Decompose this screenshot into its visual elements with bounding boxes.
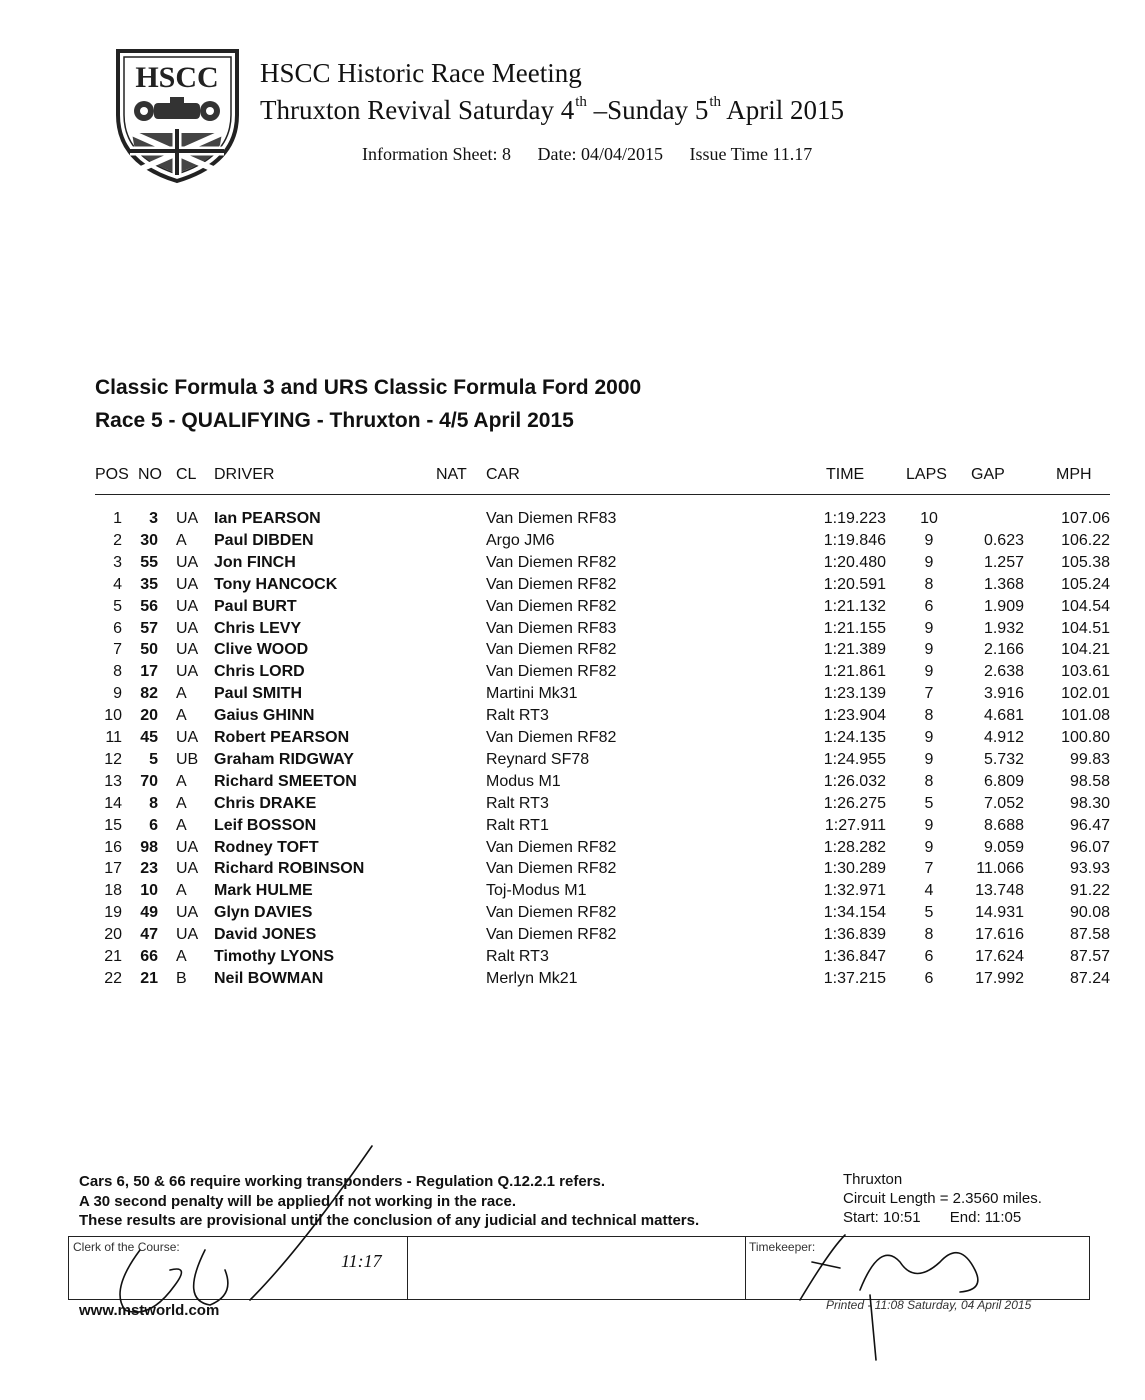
cell-cl: A (176, 531, 187, 549)
cell-mph: 90.08 (1069, 904, 1110, 922)
cell-laps: 9 (924, 750, 934, 768)
cell-time: 1:21.389 (823, 641, 886, 659)
issue-time: Issue Time 11.17 (689, 144, 813, 164)
cell-laps: 8 (924, 772, 934, 790)
cell-no: 35 (140, 575, 158, 593)
cell-no: 70 (140, 772, 158, 790)
cell-mph: 105.24 (1061, 575, 1110, 593)
cell-car: Ralt RT1 (486, 816, 549, 834)
meeting-dates: Thruxton Revival Saturday 4th –Sunday 5th April 2015 (260, 94, 845, 125)
col-driver: DRIVER (214, 466, 275, 483)
cell-cl: UA (176, 597, 199, 615)
cell-driver: Neil BOWMAN (214, 969, 324, 987)
table-row (0, 685, 1145, 707)
table-row (0, 817, 1145, 839)
cell-pos: 7 (113, 641, 122, 659)
issue-date: Date: 04/04/2015 (537, 144, 663, 164)
cell-laps: 9 (924, 729, 934, 746)
cell-pos: 14 (104, 794, 122, 812)
cell-pos: 6 (113, 619, 122, 637)
cell-gap: 7.052 (983, 794, 1024, 812)
cell-pos: 17 (104, 860, 122, 878)
cell-time: 1:34.154 (823, 904, 886, 922)
cell-laps: 7 (924, 860, 934, 878)
cell-driver: Jon FINCH (214, 553, 296, 571)
col-no: NO (138, 466, 162, 483)
cell-no: 21 (140, 969, 158, 987)
note-line: A 30 second penalty will be applied if not working in the race. (79, 1192, 517, 1210)
timekeeper-label: Timekeeper: (749, 1240, 816, 1254)
cell-mph: 99.83 (1069, 750, 1110, 768)
cell-cl: UA (176, 553, 199, 571)
cell-gap: 4.681 (983, 707, 1024, 725)
table-row (0, 620, 1145, 642)
cell-driver: Mark HULME (214, 882, 313, 900)
cell-mph: 104.21 (1061, 641, 1110, 659)
clerk-label: Clerk of the Course: (73, 1240, 180, 1254)
cell-driver: Clive WOOD (214, 641, 309, 659)
note-line: These results are provisional until the conclusion of any judicial and technical matters. (79, 1212, 700, 1229)
cell-gap: 5.732 (983, 750, 1024, 768)
circuit-length: Circuit Length = 2.3560 miles. (843, 1190, 1042, 1207)
cell-pos: 2 (113, 531, 122, 549)
cell-cl: UA (176, 619, 199, 637)
cell-driver: Graham RIDGWAY (214, 750, 354, 768)
cell-laps: 10 (920, 510, 938, 527)
cell-cl: UA (176, 926, 199, 944)
cell-time: 1:36.839 (823, 926, 886, 944)
cell-time: 1:28.282 (823, 838, 886, 856)
cell-car: Martini Mk31 (486, 685, 578, 703)
cell-mph: 87.58 (1069, 926, 1110, 944)
cell-no: 23 (140, 860, 158, 878)
col-pos: POS (95, 466, 129, 483)
cell-time: 1:23.904 (823, 707, 886, 725)
cell-car: Van Diemen RF82 (486, 904, 617, 922)
col-car: CAR (486, 466, 520, 483)
cell-gap: 1.257 (983, 553, 1024, 571)
cell-mph: 87.24 (1069, 969, 1110, 987)
cell-mph: 96.07 (1069, 838, 1110, 856)
cell-driver: Timothy LYONS (214, 948, 335, 965)
cell-driver: Richard SMEETON (214, 772, 357, 790)
cell-gap: 1.368 (983, 575, 1024, 593)
cell-pos: 1 (113, 510, 122, 527)
website-link[interactable]: www.mstworld.com (79, 1302, 220, 1319)
cell-mph: 101.08 (1061, 707, 1110, 725)
cell-car: Merlyn Mk21 (486, 969, 578, 987)
cell-no: 10 (140, 882, 158, 900)
cell-mph: 106.22 (1061, 531, 1110, 549)
cell-car: Van Diemen RF82 (486, 597, 617, 615)
cell-laps: 6 (924, 969, 934, 987)
table-row (0, 773, 1145, 795)
table-row (0, 751, 1145, 773)
cell-gap: 9.059 (983, 838, 1024, 856)
circuit-info (843, 1170, 1042, 1227)
cell-laps: 8 (924, 707, 934, 725)
cell-laps: 5 (924, 794, 934, 812)
cell-gap: 11.066 (976, 860, 1024, 878)
cell-laps: 7 (924, 685, 934, 703)
table-row (0, 641, 1145, 663)
cell-pos: 15 (104, 816, 122, 834)
cell-driver: Rodney TOFT (214, 838, 319, 856)
cell-car: Van Diemen RF82 (486, 575, 617, 593)
results-table-header (0, 466, 1145, 488)
cell-no: 45 (140, 729, 158, 746)
cell-driver: Chris LORD (214, 663, 305, 681)
cell-mph: 103.61 (1061, 663, 1110, 681)
cell-no: 8 (149, 794, 158, 812)
cell-pos: 4 (113, 575, 122, 593)
table-row (0, 532, 1145, 554)
cell-no: 66 (140, 948, 158, 965)
hscc-crest-logo (110, 45, 245, 185)
cell-laps: 9 (924, 816, 934, 834)
cell-car: Van Diemen RF82 (486, 838, 617, 856)
cell-gap: 2.166 (983, 641, 1024, 659)
cell-time: 1:21.155 (823, 619, 886, 637)
cell-car: Ralt RT3 (486, 948, 549, 965)
cell-mph: 91.22 (1069, 882, 1110, 900)
cell-laps: 4 (924, 882, 934, 900)
cell-gap: 17.616 (975, 926, 1024, 944)
cell-driver: Tony HANCOCK (214, 575, 338, 593)
table-row (0, 663, 1145, 685)
cell-time: 1:20.591 (823, 575, 886, 593)
meeting-title: HSCC Historic Race Meeting (260, 58, 582, 88)
cell-pos: 12 (104, 750, 122, 768)
cell-gap: 13.748 (975, 882, 1024, 900)
table-row (0, 970, 1145, 992)
cell-car: Van Diemen RF82 (486, 729, 617, 746)
cell-car: Reynard SF78 (486, 750, 590, 768)
cell-driver: Leif BOSSON (214, 816, 317, 834)
cell-pos: 13 (104, 772, 122, 790)
cell-car: Toj-Modus M1 (486, 882, 587, 900)
table-row (0, 795, 1145, 817)
cell-pos: 5 (113, 597, 122, 615)
cell-laps: 8 (924, 926, 934, 944)
cell-pos: 8 (113, 663, 122, 681)
cell-time: 1:26.032 (823, 772, 886, 790)
cell-driver: David JONES (214, 926, 317, 944)
circuit-name: Thruxton (843, 1171, 903, 1188)
cell-pos: 20 (104, 926, 122, 944)
session-start: Start: 10:51 (843, 1209, 921, 1226)
cell-driver: Paul SMITH (214, 685, 303, 703)
cell-cl: B (176, 969, 187, 987)
signoff-box (68, 1236, 1090, 1300)
cell-no: 47 (140, 926, 158, 944)
cell-time: 1:32.971 (823, 882, 886, 900)
table-row (0, 598, 1145, 620)
cell-gap: 1.909 (983, 597, 1024, 615)
cell-no: 30 (140, 531, 158, 549)
regulation-notes (79, 1172, 699, 1231)
cell-pos: 19 (104, 904, 122, 922)
cell-mph: 107.06 (1061, 510, 1110, 527)
clerk-handwritten-time: 11:17 (341, 1251, 382, 1271)
cell-driver: Glyn DAVIES (214, 904, 313, 922)
cell-driver: Ian PEARSON (214, 510, 321, 527)
cell-car: Van Diemen RF82 (486, 553, 617, 571)
cell-cl: A (176, 772, 187, 790)
cell-pos: 18 (104, 882, 122, 900)
cell-time: 1:21.861 (823, 663, 886, 681)
cell-gap: 3.916 (983, 685, 1024, 703)
cell-mph: 104.51 (1061, 619, 1110, 637)
cell-mph: 96.47 (1069, 816, 1110, 834)
cell-mph: 104.54 (1061, 597, 1110, 615)
cell-pos: 10 (104, 707, 122, 725)
header-rule (95, 494, 1110, 495)
cell-laps: 9 (924, 838, 934, 856)
cell-cl: UA (176, 510, 199, 527)
cell-no: 55 (140, 553, 158, 571)
cell-time: 1:30.289 (823, 860, 886, 878)
cell-car: Van Diemen RF82 (486, 860, 617, 878)
cell-time: 1:36.847 (823, 948, 886, 965)
session-end: End: 11:05 (949, 1209, 1022, 1226)
cell-laps: 9 (924, 553, 934, 571)
col-gap: GAP (971, 466, 1005, 483)
cell-laps: 8 (924, 575, 934, 593)
cell-time: 1:19.223 (823, 510, 886, 527)
cell-time: 1:37.215 (823, 969, 886, 987)
cell-car: Ralt RT3 (486, 794, 549, 812)
cell-cl: UA (176, 729, 199, 746)
cell-driver: Gaius GHINN (214, 707, 315, 725)
cell-no: 57 (140, 619, 158, 637)
cell-car: Van Diemen RF82 (486, 641, 617, 659)
cell-no: 50 (140, 641, 158, 659)
cell-cl: A (176, 707, 187, 725)
cell-car: Ralt RT3 (486, 707, 549, 725)
cell-gap: 2.638 (983, 663, 1024, 681)
box-divider (407, 1237, 408, 1299)
printed-stamp: Printed - 11:08 Saturday, 04 April 2015 (826, 1298, 1032, 1312)
cell-mph: 87.57 (1069, 948, 1110, 965)
cell-driver: Paul BURT (214, 597, 297, 615)
cell-cl: A (176, 794, 187, 812)
info-sheet-number: Information Sheet: 8 (362, 144, 511, 164)
cell-no: 56 (140, 597, 158, 615)
cell-gap: 0.623 (983, 531, 1024, 549)
col-nat: NAT (436, 466, 467, 483)
cell-cl: UA (176, 838, 199, 856)
sheet-info (362, 144, 834, 165)
cell-cl: UA (176, 904, 199, 922)
cell-mph: 98.58 (1069, 772, 1110, 790)
cell-time: 1:27.911 (824, 816, 886, 834)
cell-gap: 6.809 (983, 772, 1024, 790)
cell-car: Van Diemen RF82 (486, 926, 617, 944)
cell-cl: A (176, 816, 187, 834)
cell-cl: UA (176, 641, 199, 659)
cell-no: 98 (140, 838, 158, 856)
cell-cl: A (176, 685, 187, 703)
table-row (0, 948, 1145, 970)
note-line: Cars 6, 50 & 66 require working transponders - Regulation Q.12.2.1 refers. (79, 1173, 606, 1190)
cell-gap: 8.688 (983, 816, 1024, 834)
cell-laps: 6 (924, 948, 934, 965)
cell-mph: 102.01 (1061, 685, 1110, 703)
cell-mph: 98.30 (1069, 794, 1110, 812)
cell-time: 1:19.846 (823, 531, 886, 549)
cell-no: 20 (140, 707, 158, 725)
table-row (0, 882, 1145, 904)
table-row (0, 860, 1145, 882)
cell-time: 1:24.955 (823, 750, 886, 768)
col-laps: LAPS (906, 466, 947, 483)
cell-car: Modus M1 (486, 772, 561, 790)
cell-gap: 17.624 (975, 948, 1024, 965)
table-row (0, 839, 1145, 861)
cell-mph: 93.93 (1069, 860, 1110, 878)
cell-laps: 9 (924, 641, 934, 659)
cell-gap: 4.912 (983, 729, 1024, 746)
cell-pos: 22 (104, 969, 122, 987)
cell-pos: 11 (105, 729, 122, 746)
cell-driver: Chris DRAKE (214, 794, 317, 812)
cell-laps: 9 (924, 619, 934, 637)
table-row (0, 904, 1145, 926)
cell-no: 82 (140, 685, 158, 703)
cell-no: 17 (140, 663, 158, 681)
cell-driver: Paul DIBDEN (214, 531, 314, 549)
cell-laps: 5 (924, 904, 934, 922)
cell-pos: 9 (113, 685, 122, 703)
cell-mph: 105.38 (1061, 553, 1110, 571)
col-cl: CL (176, 466, 197, 483)
cell-time: 1:21.132 (823, 597, 886, 615)
cell-cl: UA (176, 663, 199, 681)
cell-mph: 100.80 (1061, 729, 1110, 746)
box-divider (745, 1237, 746, 1299)
cell-laps: 6 (924, 597, 934, 615)
cell-cl: UB (176, 750, 199, 768)
cell-gap: 14.931 (975, 904, 1024, 922)
cell-time: 1:23.139 (823, 685, 886, 703)
table-row (0, 707, 1145, 729)
col-time: TIME (826, 466, 865, 483)
cell-driver: Chris LEVY (214, 619, 302, 637)
cell-pos: 3 (113, 553, 122, 571)
cell-no: 49 (140, 904, 158, 922)
cell-cl: UA (176, 860, 199, 878)
cell-driver: Richard ROBINSON (214, 860, 365, 878)
cell-time: 1:26.275 (823, 794, 886, 812)
cell-gap: 1.932 (983, 619, 1024, 637)
cell-time: 1:24.135 (823, 729, 886, 746)
table-row (0, 554, 1145, 576)
cell-car: Van Diemen RF83 (486, 619, 617, 637)
col-mph: MPH (1056, 466, 1092, 483)
cell-laps: 9 (924, 531, 934, 549)
table-row (0, 729, 1145, 751)
table-row (0, 510, 1145, 532)
cell-pos: 16 (104, 838, 122, 856)
cell-car: Van Diemen RF82 (486, 663, 617, 681)
table-row (0, 926, 1145, 948)
cell-car: Argo JM6 (486, 531, 555, 549)
table-row (0, 576, 1145, 598)
session-title: Race 5 - QUALIFYING - Thruxton - 4/5 April 2015 (95, 409, 574, 432)
cell-no: 3 (149, 510, 158, 527)
cell-gap: 17.992 (975, 969, 1024, 987)
svg-text:HSCC: HSCC (135, 61, 219, 94)
cell-driver: Robert PEARSON (214, 729, 350, 746)
event-title: Classic Formula 3 and URS Classic Formula Ford 2000 (95, 376, 642, 399)
cell-time: 1:20.480 (823, 553, 886, 571)
cell-cl: A (176, 948, 187, 965)
cell-pos: 21 (104, 948, 122, 965)
cell-no: 6 (149, 816, 158, 834)
cell-no: 5 (149, 750, 158, 768)
cell-cl: UA (176, 575, 199, 593)
cell-laps: 9 (924, 663, 934, 681)
cell-car: Van Diemen RF83 (486, 510, 617, 527)
cell-cl: A (176, 882, 187, 900)
